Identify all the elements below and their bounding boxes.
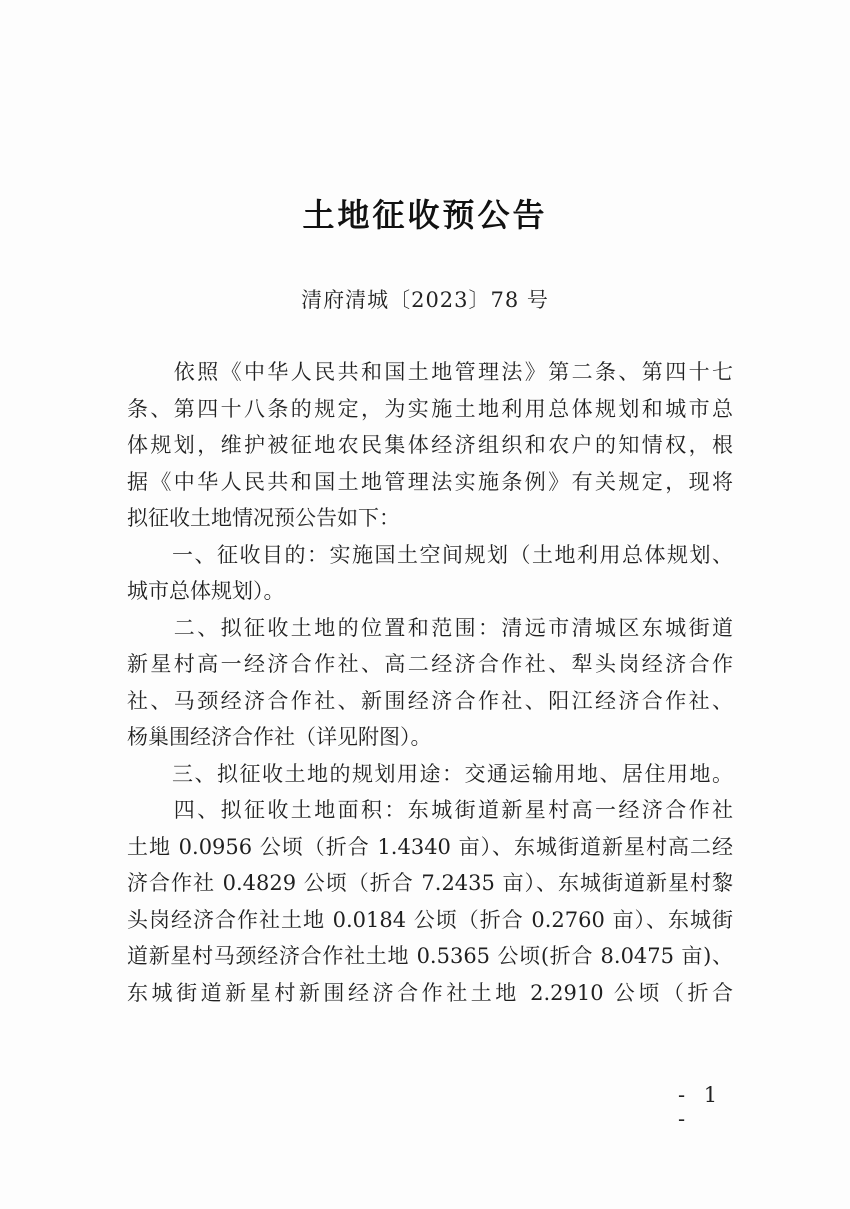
document-body xyxy=(127,354,733,1011)
document-title: 土地征收预公告 xyxy=(302,196,548,234)
page-number: - 1 - xyxy=(678,1083,724,1131)
body-line: 体规划，维护被征地农民集体经济组织和农户的知情权，根 xyxy=(127,433,733,457)
body-line: 城市总体规划）。 xyxy=(127,579,285,603)
body-line: 道新星村马颈经济合作社土地 0.5365 公顷(折合 8.0475 亩)、 xyxy=(127,944,733,968)
body-line: 依照《中华人民共和国土地管理法》第二条、第四十七 xyxy=(127,360,733,384)
body-line: 三、拟征收土地的规划用途：交通运输用地、居住用地。 xyxy=(127,761,733,786)
body-line: 据《中华人民共和国土地管理法实施条例》有关规定，现将 xyxy=(127,469,733,494)
body-line: 土地 0.0956 公顷（折合 1.4340 亩）、东城街道新星村高二经 xyxy=(127,834,733,859)
body-line: 杨巢围经济合作社（详见附图）。 xyxy=(127,725,432,749)
body-line: 四、拟征收土地面积：东城街道新星村高一经济合作社 xyxy=(127,798,733,822)
body-line: 济合作社 0.4829 公顷（折合 7.2435 亩）、东城街道新星村黎 xyxy=(127,871,733,895)
body-line: 二、拟征收土地的位置和范围：清远市清城区东城街道 xyxy=(127,615,733,640)
body-line: 拟征收土地情况预公告如下： xyxy=(127,506,400,530)
body-line: 头岗经济合作社土地 0.0184 公顷（折合 0.2760 亩）、东城街 xyxy=(127,907,733,932)
body-line: 一、征收目的：实施国土空间规划（土地利用总体规划、 xyxy=(127,542,733,567)
document-number: 清府清城〔2023〕78 号 xyxy=(301,288,549,312)
body-line: 社、马颈经济合作社、新围经济合作社、阳江经济合作社、 xyxy=(127,688,733,713)
body-line: 条、第四十八条的规定，为实施土地利用总体规划和城市总 xyxy=(127,396,733,421)
body-line: 新星村高一经济合作社、高二经济合作社、犁头岗经济合作 xyxy=(127,652,733,676)
body-line: 东城街道新星村新围经济合作社土地 2.2910 公顷（折合 xyxy=(127,980,733,1005)
